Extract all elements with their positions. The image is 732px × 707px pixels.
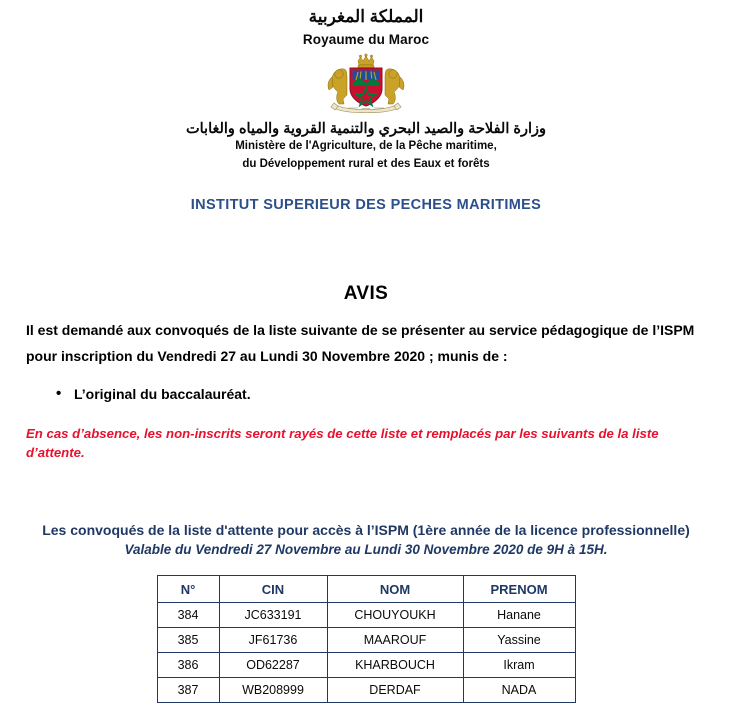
cell-nom: DERDAF	[327, 678, 463, 703]
table-row	[157, 628, 575, 653]
column-header-no: N°	[157, 576, 219, 603]
ministry-title-arabic: وزارة الفلاحة والصيد البحري والتنمية القروية والمياه والغابات	[185, 121, 547, 138]
column-header-prenom: PRENOM	[463, 576, 575, 603]
cell-nom: MAAROUF	[327, 628, 463, 653]
requirements-list	[0, 386, 732, 402]
cell-nom: KHARBOUCH	[327, 653, 463, 678]
cell-cin: WB208999	[219, 678, 327, 703]
table-row	[157, 603, 575, 628]
roster-table	[157, 575, 576, 703]
cell-nom: CHOUYOUKH	[327, 603, 463, 628]
kingdom-title-arabic: المملكة المغربية	[308, 7, 424, 26]
cell-prenom: NADA	[463, 678, 575, 703]
cell-no: 387	[157, 678, 219, 703]
list-item: • L’original du baccalauréat.	[56, 386, 732, 402]
institute-title: INSTITUT SUPERIEUR DES PECHES MARITIMES	[190, 197, 542, 214]
cell-prenom: Yassine	[463, 628, 575, 653]
cell-no: 386	[157, 653, 219, 678]
cell-no: 385	[157, 628, 219, 653]
kingdom-title-french: Royaume du Maroc	[302, 32, 430, 48]
cell-no: 384	[157, 603, 219, 628]
cell-cin: OD62287	[219, 653, 327, 678]
waiting-list-validity: Valable du Vendredi 27 Novembre au Lundi 30 Novembre 2020 de 9H à 15H.	[124, 542, 608, 557]
ministry-title-french-line2: du Développement rural et des Eaux et forêts	[242, 158, 490, 171]
absence-warning-text: En cas d’absence, les non-inscrits seront rayés de cette liste et remplacés par les suivants de la liste d’attente.	[26, 426, 659, 460]
document-header	[0, 0, 732, 170]
table-row	[157, 653, 575, 678]
morocco-coat-of-arms-icon	[314, 53, 418, 119]
waiting-list-heading: Les convoqués de la liste d'attente pour accès à l’ISPM (1ère année de la licence professionnelle)	[42, 522, 690, 538]
table-header-row	[157, 576, 575, 603]
table-row	[157, 678, 575, 703]
cell-prenom: Hanane	[463, 603, 575, 628]
cell-prenom: Ikram	[463, 653, 575, 678]
notice-paragraph: Il est demandé aux convoqués de la liste suivante de se présenter au service pédagogique de l’ISPM pour inscription du Vendredi 27 au Lundi 30 Novembre 2020 ; munis de :	[26, 322, 695, 365]
cell-cin: JF61736	[219, 628, 327, 653]
column-header-cin: CIN	[219, 576, 327, 603]
roster-table-container	[0, 575, 732, 703]
cell-cin: JC633191	[219, 603, 327, 628]
notice-title: AVIS	[343, 283, 389, 305]
ministry-title-french-line1: Ministère de l'Agriculture, de la Pêche maritime,	[235, 140, 497, 153]
column-header-nom: NOM	[327, 576, 463, 603]
